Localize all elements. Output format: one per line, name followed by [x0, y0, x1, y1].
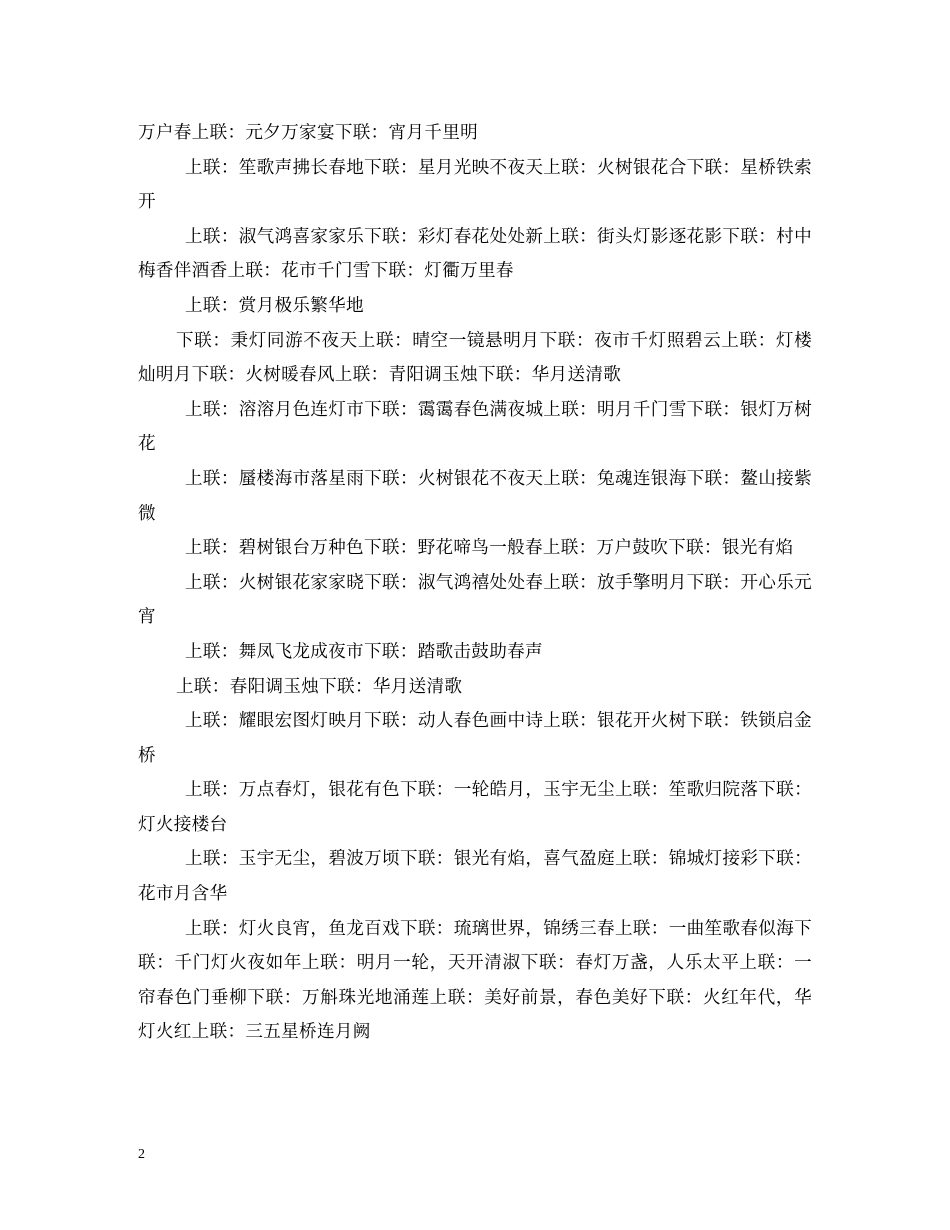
paragraph-8: 上联：碧树银台万种色下联：野花啼鸟一般春上联：万户鼓吹下联：银光有焰 [185, 538, 794, 559]
paragraph-14: 上联：玉宇无尘，碧波万顷下联：银光有焰，喜气盈庭上联：锦城灯接彩下联：花市月含华 [138, 849, 812, 905]
paragraph-6: 上联：溶溶月色连灯市下联：霭霭春色满夜城上联：明月千门雪下联：银灯万树花 [138, 399, 812, 455]
document-body [138, 116, 812, 1050]
page-number: 2 [138, 1147, 145, 1162]
paragraph-3: 上联：淑气鸿喜家家乐下联：彩灯春花处处新上联：街头灯影逐花影下联：村中梅香伴酒香上联：花市千门雪下联：灯衢万里春 [138, 226, 812, 282]
paragraph-11: 上联：春阳调玉烛下联：华月送清歌 [176, 676, 463, 697]
paragraph-12: 上联：耀眼宏图灯映月下联：动人春色画中诗上联：银花开火树下联：铁锁启金桥 [138, 711, 812, 766]
paragraph-10: 上联：舞凤飞龙成夜市下联：踏歌击鼓助春声 [185, 641, 543, 662]
paragraph-2: 上联：笙歌声拂长春地下联：星月光映不夜天上联：火树银花合下联：星桥铁索开 [138, 157, 812, 213]
paragraph-4: 上联：赏月极乐繁华地 [185, 295, 364, 316]
paragraph-1: 万户春上联：元夕万家宴下联：宵月千里明 [138, 123, 478, 143]
paragraph-13: 上联：万点春灯，银花有色下联：一轮皓月，玉宇无尘上联：笙歌归院落下联：灯火接楼台 [138, 780, 812, 835]
paragraph-9: 上联：火树银花家家晓下联：淑气鸿禧处处春上联：放手擎明月下联：开心乐元宵 [138, 572, 812, 628]
paragraph-5: 下联：秉灯同游不夜天上联：晴空一镜悬明月下联：夜市千灯照碧云上联：灯楼灿明月下联：火树暖春风上联：青阳调玉烛下联：华月送清歌 [138, 330, 812, 386]
paragraph-7: 上联：蜃楼海市落星雨下联：火树银花不夜天上联：兔魂连银海下联：鳌山接紫微 [138, 468, 812, 524]
paragraph-15: 上联：灯火良宵，鱼龙百戏下联：琉璃世界，锦绣三春上联：一曲笙歌春似海下联：千门灯火夜如年上联：明月一轮，天开清淑下联：春灯万盏，人乐太平上联：一帘春色门垂柳下联：万斛珠光地涌莲上联：美好前景，春色美好下联：火红年代，华灯火红上联：三五星桥连月阙 [138, 918, 812, 1043]
